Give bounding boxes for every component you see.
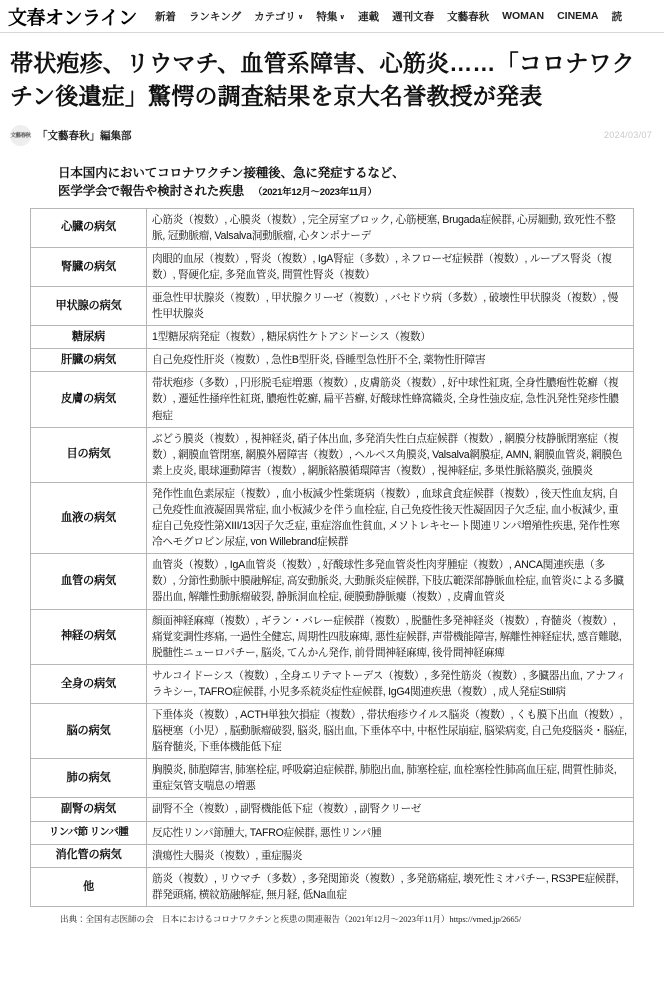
nav-item-5[interactable] [392, 9, 434, 24]
table-row [31, 759, 634, 798]
site-navbar [0, 0, 664, 33]
nav-item-8[interactable] [557, 10, 598, 22]
table-row [31, 427, 634, 482]
disease-category-cell: 他 [31, 867, 147, 906]
table-row [31, 554, 634, 609]
disease-category-cell: 血液の病気 [31, 482, 147, 553]
disease-category-cell: 甲状腺の病気 [31, 286, 147, 325]
page-title: 帯状疱疹、リウマチ、血管系障害、心筋炎……「コロナワクチン後遺症」驚愕の調査結果を京大名誉教授が発表 [10, 50, 635, 109]
disease-category-cell: 糖尿病 [31, 326, 147, 349]
disease-category-cell: 神経の病気 [31, 609, 147, 664]
disease-category-cell: 副腎の病気 [31, 798, 147, 821]
table-row [31, 844, 634, 867]
table-row [31, 798, 634, 821]
disease-list-cell: 心筋炎（複数）, 心膜炎（複数）, 完全房室ブロック, 心筋梗塞, Brugada症候群, 心房細動, 致死性不整脈, 冠動脈瘤, Valsalva洞動脈瘤, 心タンポナーデ [147, 208, 634, 247]
nav-item-label: 文藝春秋 [447, 10, 490, 23]
disease-category-cell: 消化管の病気 [31, 844, 147, 867]
table-row [31, 482, 634, 553]
figure-caption [58, 164, 634, 200]
nav-item-9[interactable] [612, 9, 623, 24]
disease-category-cell: 血管の病気 [31, 554, 147, 609]
disease-category-cell: 全身の病気 [31, 664, 147, 703]
avatar: 文藝春秋 [10, 125, 31, 146]
disease-list-cell: 副腎不全（複数）, 副腎機能低下症（複数）, 副腎クリーゼ [147, 798, 634, 821]
disease-list-cell: 胸膜炎, 肺胞障害, 肺塞栓症, 呼吸窮迫症候群, 肺胞出血, 肺塞栓症, 血栓塞栓性肺高血圧症, 間質性肺炎, 重症気管支喘息の増悪 [147, 759, 634, 798]
table-row [31, 247, 634, 286]
nav-item-label: 週刊文春 [392, 10, 435, 23]
main-navigation [155, 9, 622, 24]
disease-list-cell: 1型糖尿病発症（複数）, 糖尿病性ケトアシドーシス（複数） [147, 326, 634, 349]
disease-list-cell: 反応性リンパ節腫大, TAFRO症候群, 悪性リンパ腫 [147, 821, 634, 844]
disease-list-cell: 下垂体炎（複数）, ACTH単独欠損症（複数）, 帯状疱疹ウイルス脳炎（複数）, くも膜下出血（複数）, 脳梗塞（小児）, 脳動脈瘤破裂, 脳炎, 脳出血, 下垂体卒中, 中枢性尿崩症, 脳梁病変, 自己免疫脳炎・脳症, 脳脊髄炎, 下垂体機能低下症 [147, 704, 634, 759]
figure-caption-line1: 日本国内においてコロナワクチン接種後、急に発症するなど、 [58, 166, 405, 181]
byline-author[interactable]: 「文藝春秋」編集部 [37, 129, 132, 142]
nav-item-label: カテゴリ [254, 10, 296, 23]
table-row [31, 208, 634, 247]
table-row [31, 326, 634, 349]
disease-table [30, 208, 634, 907]
disease-list-cell: 肉眼的血尿（複数）, 腎炎（複数）, IgA腎症（多数）, ネフローゼ症候群（複数）, ループス腎炎（複数）, 腎硬化症, 多発血管炎, 間質性腎炎（複数） [147, 247, 634, 286]
figure-period: （2021年12月～2023年11月） [253, 187, 377, 199]
disease-list-cell: ぶどう膜炎（複数）, 視神経炎, 硝子体出血, 多発消失性白点症候群（複数）, 網膜分枝静脈閉塞症（複数）, 網膜血管閉塞, 網膜外層障害（複数）, ヘルペス角膜炎, Valsalva網膜症, AMN, 網膜血管炎, 網膜色素上皮炎, 眼球運動障害（複数）, 網脈絡膜循環障害（複数）, 視神経症, 多巣性脈絡膜炎, 強膜炎 [147, 427, 634, 482]
nav-item-label: 特集 [316, 10, 338, 23]
nav-item-label: WOMAN [502, 10, 545, 22]
disease-category-cell: 肝臓の病気 [31, 349, 147, 372]
disease-figure [30, 164, 634, 925]
disease-list-cell: 自己免疫性肝炎（複数）, 急性B型肝炎, 昏睡型急性肝不全, 薬物性肝障害 [147, 349, 634, 372]
disease-table-body [31, 208, 634, 906]
chevron-down-icon: ∨ [297, 13, 304, 21]
disease-list-cell: 潰瘍性大腸炎（複数）, 重症腸炎 [147, 844, 634, 867]
disease-category-cell: 肺の病気 [31, 759, 147, 798]
nav-item-label: 新着 [154, 10, 176, 23]
nav-item-label: ランキング [188, 10, 242, 23]
nav-item-1[interactable] [189, 9, 241, 24]
nav-item-label: 連載 [358, 10, 380, 23]
table-row [31, 867, 634, 906]
disease-list-cell: 亜急性甲状腺炎（複数）, 甲状腺クリーゼ（複数）, バセドウ病（多数）, 破壊性甲状腺炎（複数）, 慢性甲状腺炎 [147, 286, 634, 325]
figure-caption-line2: 医学学会で報告や検討された疾患 [58, 184, 245, 199]
figure-source: 出典：全国有志医師の会 日本におけるコロナワクチンと疾患の関連報告（2021年12月～2023年11月）https://vmed.jp/2665/ [60, 913, 522, 924]
table-row [31, 664, 634, 703]
disease-category-cell: 脳の病気 [31, 704, 147, 759]
nav-item-label: 読 [611, 10, 623, 23]
table-row [31, 704, 634, 759]
figure-caption-line2-wrap [58, 182, 634, 200]
nav-item-4[interactable] [358, 9, 379, 24]
nav-item-6[interactable] [447, 9, 489, 24]
nav-item-7[interactable] [502, 10, 544, 22]
publish-date: 2024/03/07 [603, 130, 652, 141]
disease-category-cell: 心臓の病気 [31, 208, 147, 247]
disease-category-cell: 目の病気 [31, 427, 147, 482]
table-row [31, 821, 634, 844]
disease-list-cell: サルコイドーシス（複数）, 全身エリテマトーデス（複数）, 多発性筋炎（複数）, 多臓器出血, アナフィラキシー, TAFRO症候群, 小児多系統炎症性症候群, IgG4関連疾患（複数）, 成人発症Still病 [147, 664, 634, 703]
chevron-down-icon: ∨ [339, 13, 346, 21]
nav-item-0[interactable] [155, 9, 176, 24]
nav-item-3[interactable] [316, 9, 345, 24]
disease-list-cell: 顔面神経麻痺（複数）, ギラン・バレー症候群（複数）, 脱髄性多発神経炎（複数）, 脊髄炎（複数）, 痛覚変調性疼痛, 一過性全健忘, 周期性四肢麻痺, 悪性症候群, 声帯機能障害, 解離性神経症状, 感音難聴, 脱髄性ニューロパチー, 脳炎, てんかん発作, 前骨間神経麻痺, 後骨間神経麻痺 [147, 609, 634, 664]
site-logo[interactable]: 文春オンライン [8, 7, 137, 29]
table-row [31, 286, 634, 325]
disease-category-cell: 腎臓の病気 [31, 247, 147, 286]
table-row [31, 372, 634, 427]
byline [10, 124, 652, 146]
disease-category-cell: 皮膚の病気 [31, 372, 147, 427]
nav-item-2[interactable] [254, 9, 303, 24]
table-row [31, 609, 634, 664]
disease-list-cell: 血管炎（複数）, IgA血管炎（複数）, 好酸球性多発血管炎性肉芽腫症（複数）, ANCA関連疾患（多数）, 分節性動脈中膜融解症, 高安動脈炎, 大動脈炎症候群, 下肢広範深部静脈血栓症, 血管炎による多臓器出血, 解離性動脈瘤破裂, 静脈洞血栓症, 硬膜動静脈瘻（複数）, 皮膚血管炎 [147, 554, 634, 609]
disease-category-cell: リンパ節 リンパ腫 [31, 821, 147, 844]
disease-list-cell: 筋炎（複数）, リウマチ（多数）, 多発関節炎（複数）, 多発筋痛症, 壊死性ミオパチー, RS3PE症候群, 群発頭痛, 横紋筋融解症, 無月経, 低Na血症 [147, 867, 634, 906]
nav-item-label: CINEMA [557, 10, 599, 22]
table-row [31, 349, 634, 372]
disease-list-cell: 発作性血色素尿症（複数）, 血小板減少性紫斑病（複数）, 血球貪食症候群（複数）, 後天性血友病, 自己免疫性血液凝固異常症, 血小板減少を伴う血栓症, 自己免疫性後天性凝固因子欠乏症, 血小板減少, 重症自己免疫性第XIII/13因子欠乏症, 重症溶血性貧血, メソトレキセート関連リンパ増殖性疾患, 発作性寒冷ヘモグロビン尿症, von Willebrand症候群 [147, 482, 634, 553]
disease-list-cell: 帯状疱疹（多数）, 円形脱毛症増悪（複数）, 皮膚筋炎（複数）, 好中球性紅斑, 全身性膿疱性乾癬（複数）, 遷延性掻痒性紅斑, 膿疱性乾癬, 扁平苔癬, 好酸球性蜂窩織炎, 全身性強皮症, 急性汎発性発疹性膿疱症 [147, 372, 634, 427]
